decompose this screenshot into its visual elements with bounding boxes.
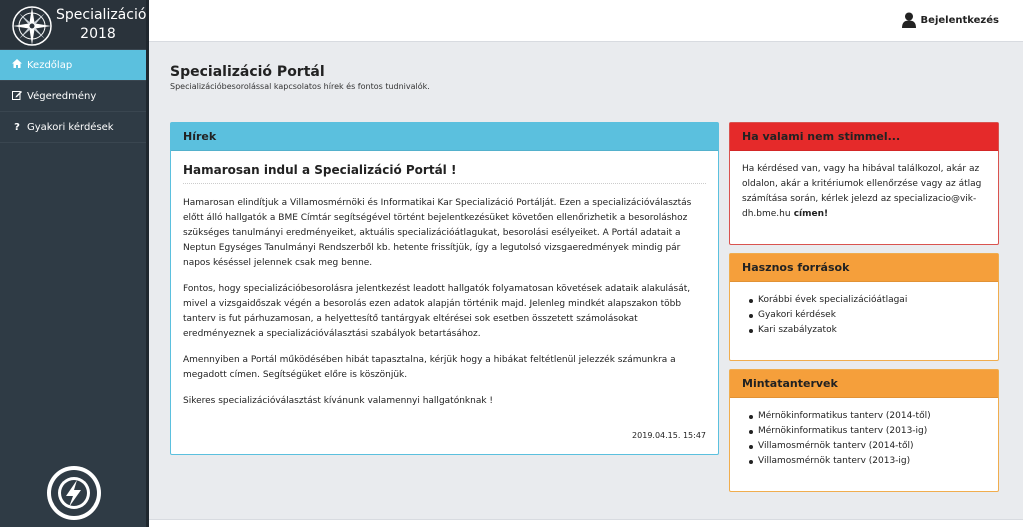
news-paragraph: Hamarosan elindítjuk a Villamosmérnöki és Informatikai Kar Specializáció Portálját. Ezen a specializációválasztás előtt álló hallgatók a BME Címtár segítségével történt bejelentkezésüket követően ellenőrizhetik a besoroláshoz szükséges tanulmányi eredményeiket, aktuális specializációátlagukat, besorolási esélyeiket. A Portál adatait a Neptun Egységes Tanulmányi Rendszerből kb. hetente frissítjük, így a legutolsó vizsgaeredmények mindig pár napos késéssel jelennek csak meg benne.: [183, 198, 692, 268]
curriculum-link[interactable]: Villamosmérnök tanterv (2013-ig): [758, 454, 998, 469]
warning-panel: [729, 122, 999, 245]
sidebar-item-kezdolap[interactable]: [0, 50, 146, 81]
sidebar: [0, 0, 146, 527]
news-title: Hamarosan indul a Specializáció Portál !: [183, 163, 706, 184]
brand-title: [56, 6, 147, 44]
support-email-link[interactable]: specializacio@vik-dh.bme.hu: [742, 194, 977, 219]
news-paragraph: Sikeres specializációválasztást kívánunk valamennyi hallgatónknak !: [183, 396, 494, 406]
home-icon: [11, 59, 23, 71]
edit-icon: [11, 90, 23, 103]
curriculum-link[interactable]: Villamosmérnök tanterv (2014-től): [758, 439, 998, 454]
resources-list: [730, 282, 998, 338]
news-panel-heading: Hírek: [171, 123, 718, 151]
top-bar: [149, 0, 1023, 42]
warning-text-end: címen!: [790, 209, 829, 219]
sidebar-item-vegeredmeny[interactable]: [0, 81, 146, 112]
news-body: [171, 151, 718, 409]
warning-text: Ha kérdésed van, vagy ha hibával találkozol, akár az oldalon, akár a kritériumok ellenőrzése vagy az átlag számítása során, kérlek jelezd az: [742, 164, 982, 204]
resource-link[interactable]: Korábbi évek specializációátlagai: [758, 293, 998, 308]
sidebar-item-label: Kezdőlap: [27, 59, 73, 71]
curricula-panel: [729, 369, 999, 492]
sidebar-item-gyakori-kerdesek[interactable]: [0, 112, 146, 143]
news-panel: [170, 122, 719, 455]
curricula-list: [730, 398, 998, 469]
page-subtitle: Specializációbesorolással kapcsolatos hírek és fontos tudnivalók.: [170, 82, 430, 91]
page-title: Specializáció Portál: [170, 64, 325, 80]
resources-panel: [729, 253, 999, 361]
login-button[interactable]: [902, 12, 999, 28]
brand-line2: 2018: [80, 26, 116, 42]
question-icon: ?: [14, 121, 20, 133]
news-date: 2019.04.15. 15:47: [632, 431, 706, 440]
login-label: Bejelentkezés: [920, 14, 999, 26]
resource-link[interactable]: Gyakori kérdések: [758, 308, 998, 323]
sidebar-nav: [0, 50, 146, 143]
resource-link[interactable]: Kari szabályzatok: [758, 323, 998, 338]
curriculum-link[interactable]: Mérnökinformatikus tanterv (2013-ig): [758, 424, 998, 439]
brand[interactable]: [0, 0, 146, 50]
compass-logo-icon: [10, 4, 54, 48]
footer-strip: [149, 519, 1023, 527]
user-icon: [902, 12, 916, 28]
news-paragraph: Fontos, hogy specializációbesorolásra jelentkezést leadott hallgatók folyamatosan követések adataik alakulását, mivel a vizsgaidőszak végén a besorolás ezen adatok alapján történik majd. Jelenleg mindkét alapszakon több tanterv is fut párhuzamosan, a helyettesítő tantárgyak eltérései sok esetben összetett számolásokat eredményeznek a specializációválasztási szabályok betartásához.: [183, 284, 691, 339]
curriculum-link[interactable]: Mérnökinformatikus tanterv (2014-től): [758, 409, 998, 424]
warning-body: [730, 151, 998, 233]
sidebar-item-label: Gyakori kérdések: [27, 121, 114, 133]
news-paragraph: Amennyiben a Portál működésében hibát tapasztalna, kérjük hogy a hibákat feltétlenül jelezzék számunkra a megadott címen. Segítségüket előre is köszönjük.: [183, 355, 676, 380]
curricula-panel-heading: Mintatantervek: [730, 370, 998, 398]
brand-line1: Specializáció: [56, 7, 147, 23]
faculty-seal-logo: [46, 465, 102, 521]
sidebar-item-label: Végeredmény: [27, 90, 97, 102]
warning-panel-heading: Ha valami nem stimmel...: [730, 123, 998, 151]
sidebar-edge: [146, 0, 149, 527]
resources-panel-heading: Hasznos források: [730, 254, 998, 282]
